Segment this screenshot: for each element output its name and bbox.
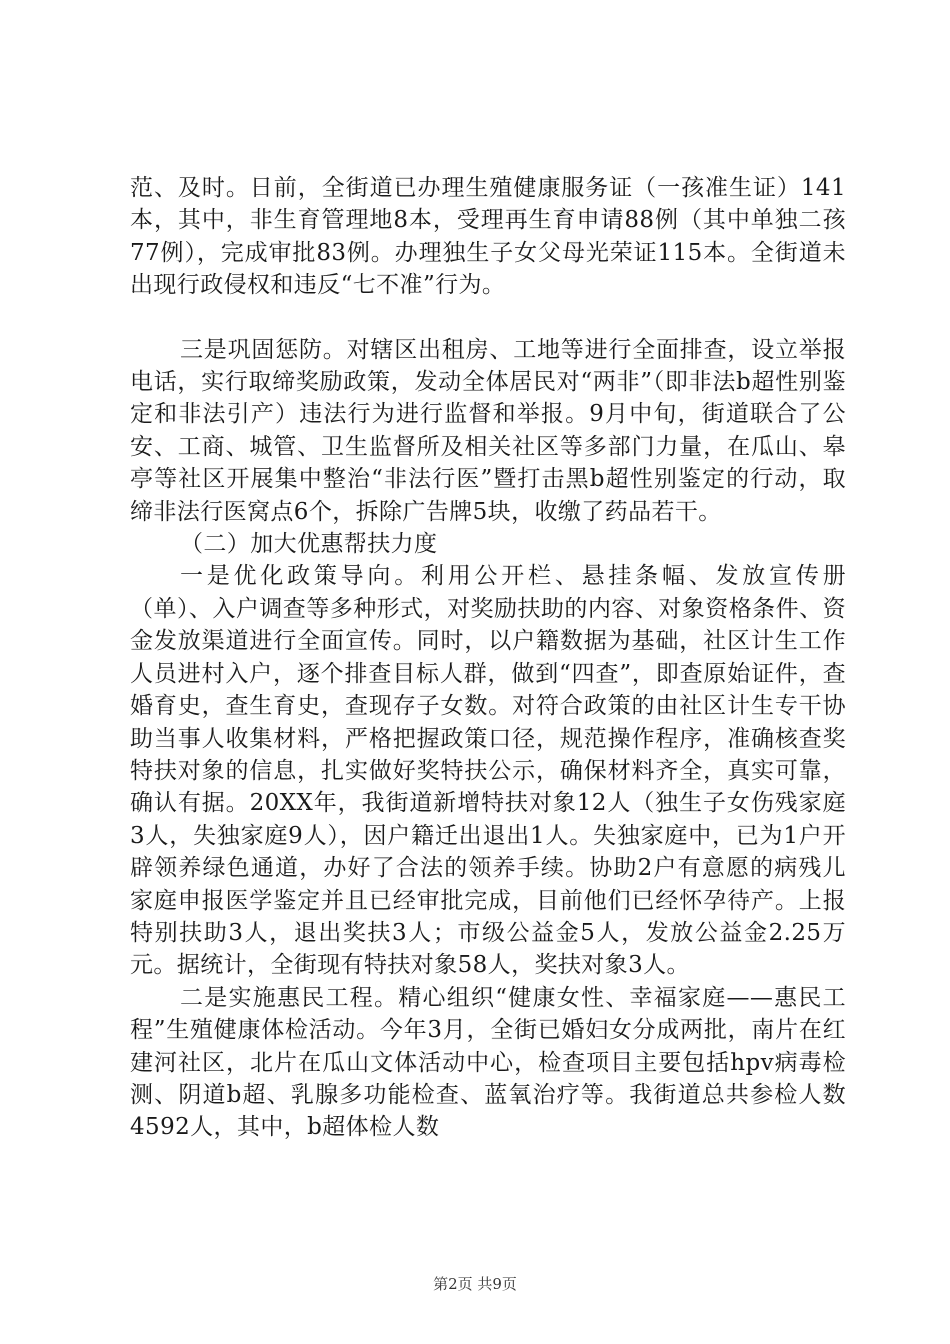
section-heading: （二）加大优惠帮扶力度 xyxy=(180,531,438,558)
document-body xyxy=(130,172,846,1144)
paragraph-benefit-project: 二是实施惠民工程。精心组织“健康女性、幸福家庭——惠民工程”生殖健康体检活动。今年3月，全街已婚妇女分成两批，南片在红建河社区，北片在瓜山文体活动中心，检查项目主要包括hpv病毒检测、阴道b超、乳腺多功能检查、蓝氧治疗等。我街道总共参检人数4592人，其中，b超体检人数 xyxy=(130,984,846,1141)
paragraph-continuation: 范、及时。日前，全街道已办理生殖健康服务证（一孩准生证）141本，其中，非生育管理地8本，受理再生育申请88例（其中单独二孩77例），完成审批83例。办理独生子女父母光荣证115本。全街道未出现行政侵权和违反“七不准”行为。 xyxy=(130,175,846,299)
page-footer xyxy=(0,1273,950,1294)
paragraph-optimize-policy: 一是优化政策导向。利用公开栏、悬挂条幅、发放宣传册（单）、入户调查等多种形式，对奖励扶助的内容、对象资格条件、资金发放渠道进行全面宣传。同时，以户籍数据为基础，社区计生工作人员进村入户，逐个排查目标人群，做到“四查”，即查原始证件，查婚育史，查生育史，查现存子女数。对符合政策的由社区计生专干协助当事人收集材料，严格把握政策口径，规范操作程序，准确核查奖特扶对象的信息，扎实做好奖特扶公示，确保材料齐全，真实可靠，确认有据。20XX年，我街道新增特扶对象12人（独生子女伤残家庭3人，失独家庭9人），因户籍迁出退出1人。失独家庭中，已为1户开辟领养绿色通道，办好了合法的领养手续。协助2户有意愿的病残儿家庭申报医学鉴定并且已经审批完成，目前他们已经怀孕待产。上报特别扶助3人，退出奖扶3人；市级公益金5人，发放公益金2.25万元。据统计，全街现有特扶对象58人，奖扶对象3人。 xyxy=(130,563,846,979)
page-number-label: 第2页 共9页 xyxy=(433,1275,517,1293)
paragraph-consolidate-prevention: 三是巩固惩防。对辖区出租房、工地等进行全面排查，设立举报电话，实行取缔奖励政策，发动全体居民对“两非”（即非法b超性别鉴定和非法引产）违法行为进行监督和举报。9月中旬，街道联合了公安、工商、城管、卫生监督所及相关社区等多部门力量，在瓜山、皋亭等社区开展集中整治“非法行医”暨打击黑b超性别鉴定的行动，取缔非法行医窝点6个，拆除广告牌5块，收缴了药品若干。 xyxy=(130,336,846,525)
